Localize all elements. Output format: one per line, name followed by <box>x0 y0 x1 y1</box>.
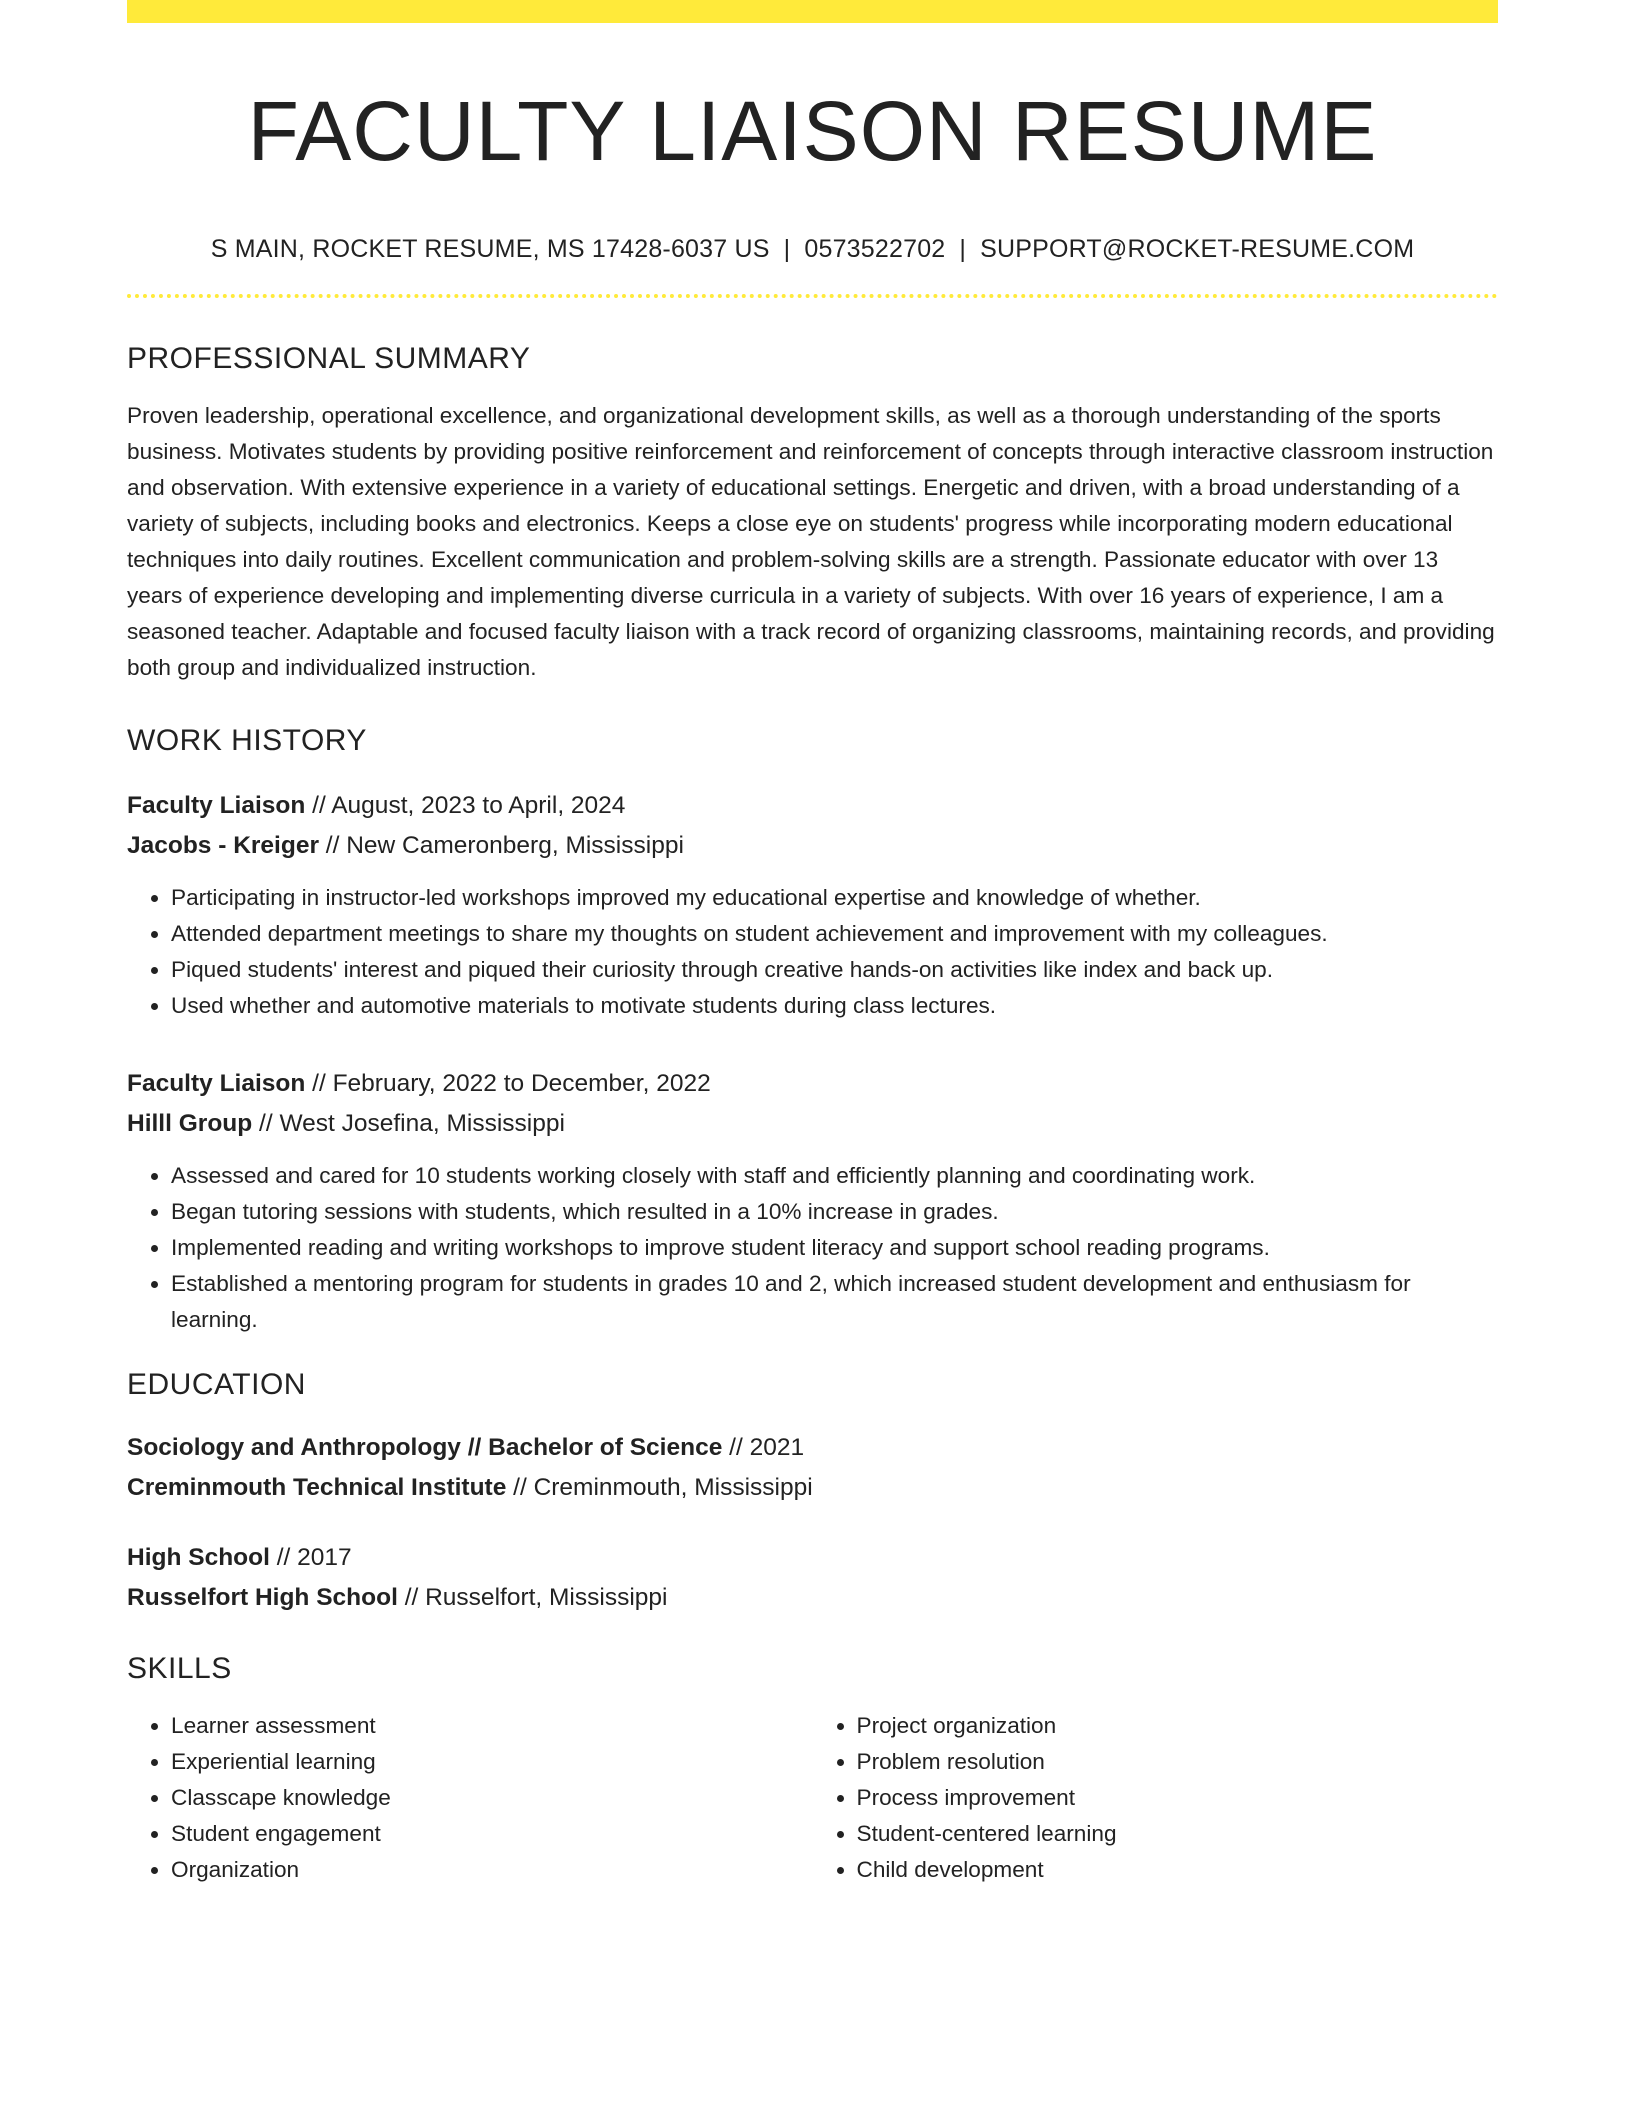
list-item: • Child development <box>857 1852 1499 1888</box>
list-item: • Organization <box>171 1852 813 1888</box>
list-item: • Established a mentoring program for students in grades 10 and 2, which increased student development and enthusiasm for learning. <box>171 1266 1498 1338</box>
contact-address: S MAIN, ROCKET RESUME, MS 17428-6037 US <box>210 235 770 264</box>
job-company-line <box>127 1104 1498 1144</box>
education-location: // Russelfort, Mississippi <box>397 1584 668 1612</box>
top-accent-bar <box>127 0 1498 23</box>
dotted-divider <box>127 294 1498 298</box>
job-title-line <box>127 786 1498 826</box>
list-item: • Problem resolution <box>857 1744 1499 1780</box>
list-item: • Classcape knowledge <box>171 1780 813 1816</box>
education-degree: Sociology and Anthropology // Bachelor of Science <box>127 1434 723 1462</box>
education-school: Russelfort High School <box>127 1584 398 1612</box>
summary-heading: PROFESSIONAL SUMMARY <box>127 342 531 376</box>
job-bullets <box>127 1158 1498 1338</box>
job-entry <box>127 1064 1498 1338</box>
education-school-line <box>127 1578 1498 1618</box>
education-heading: EDUCATION <box>127 1368 306 1402</box>
list-item: • Participating in instructor-led workshops improved my educational expertise and knowledge of whether. <box>171 880 1498 916</box>
education-entry <box>127 1428 1498 1508</box>
contact-phone: 0573522702 <box>804 235 946 264</box>
resume-page <box>127 0 1498 1888</box>
work-history-heading: WORK HISTORY <box>127 724 367 758</box>
education-entry <box>127 1538 1498 1618</box>
education-degree-line <box>127 1428 1498 1468</box>
job-bullets <box>127 880 1498 1024</box>
job-role: Faculty Liaison <box>127 1070 306 1098</box>
list-item: • Used whether and automotive materials to motivate students during class lectures. <box>171 988 1498 1024</box>
list-item: • Project organization <box>857 1708 1499 1744</box>
list-item: • Process improvement <box>857 1780 1499 1816</box>
job-dates: // August, 2023 to April, 2024 <box>305 792 626 820</box>
contact-separator: | <box>783 235 791 264</box>
skills-heading: SKILLS <box>127 1652 232 1686</box>
job-title-line <box>127 1064 1498 1104</box>
list-item: • Piqued students' interest and piqued their curiosity through creative hands-on activities like index and back up. <box>171 952 1498 988</box>
job-role: Faculty Liaison <box>127 792 306 820</box>
skills-right-list <box>813 1708 1499 1888</box>
education-year: // 2021 <box>722 1434 805 1462</box>
list-item: • Learner assessment <box>171 1708 813 1744</box>
job-dates: // February, 2022 to December, 2022 <box>305 1070 711 1098</box>
education-year: // 2017 <box>269 1544 352 1572</box>
education-degree-line <box>127 1538 1498 1578</box>
contact-email: SUPPORT@ROCKET-RESUME.COM <box>980 235 1415 264</box>
list-item: • Student-centered learning <box>857 1816 1499 1852</box>
list-item: • Attended department meetings to share my thoughts on student achievement and improvement with my colleagues. <box>171 916 1498 952</box>
list-item: • Experiential learning <box>171 1744 813 1780</box>
list-item: • Began tutoring sessions with students, which resulted in a 10% increase in grades. <box>171 1194 1498 1230</box>
education-school-line <box>127 1468 1498 1508</box>
summary-text: Proven leadership, operational excellence, and organizational development skills, as well as a thorough understanding of the sports business. Motivates students by providing positive reinforcement and reinforcement of concepts through interactive classroom instruction and observation. With extensive experience in a variety of educational settings. Energetic and driven, with a broad understanding of a variety of subjects, including books and electronics. Keeps a close eye on students' progress while incorporating modern educational techniques into daily routines. Excellent communication and problem-solving skills are a strength. Passionate educator with over 13 years of experience developing and implementing diverse curricula in a variety of subjects. With over 16 years of experience, I am a seasoned teacher. Adaptable and focused faculty liaison with a track record of organizing classrooms, maintaining records, and providing both group and individualized instruction. <box>127 403 1495 681</box>
contact-separator: | <box>959 235 967 264</box>
job-company: Jacobs - Kreiger <box>127 832 319 860</box>
job-company: Hilll Group <box>127 1110 253 1138</box>
list-item: • Implemented reading and writing workshops to improve student literacy and support school reading programs. <box>171 1230 1498 1266</box>
contact-line <box>127 235 1498 264</box>
education-school: Creminmouth Technical Institute <box>127 1474 507 1502</box>
skills-columns <box>127 1708 1498 1888</box>
education-degree: High School <box>127 1544 270 1572</box>
job-location: // New Cameronberg, Mississippi <box>319 832 684 860</box>
resume-title: FACULTY LIAISON RESUME <box>247 84 1378 178</box>
education-location: // Creminmouth, Mississippi <box>506 1474 813 1502</box>
job-entry <box>127 786 1498 1024</box>
list-item: • Assessed and cared for 10 students working closely with staff and efficiently planning and coordinating work. <box>171 1158 1498 1194</box>
job-company-line <box>127 826 1498 866</box>
skills-left-list <box>127 1708 813 1888</box>
list-item: • Student engagement <box>171 1816 813 1852</box>
job-location: // West Josefina, Mississippi <box>252 1110 565 1138</box>
